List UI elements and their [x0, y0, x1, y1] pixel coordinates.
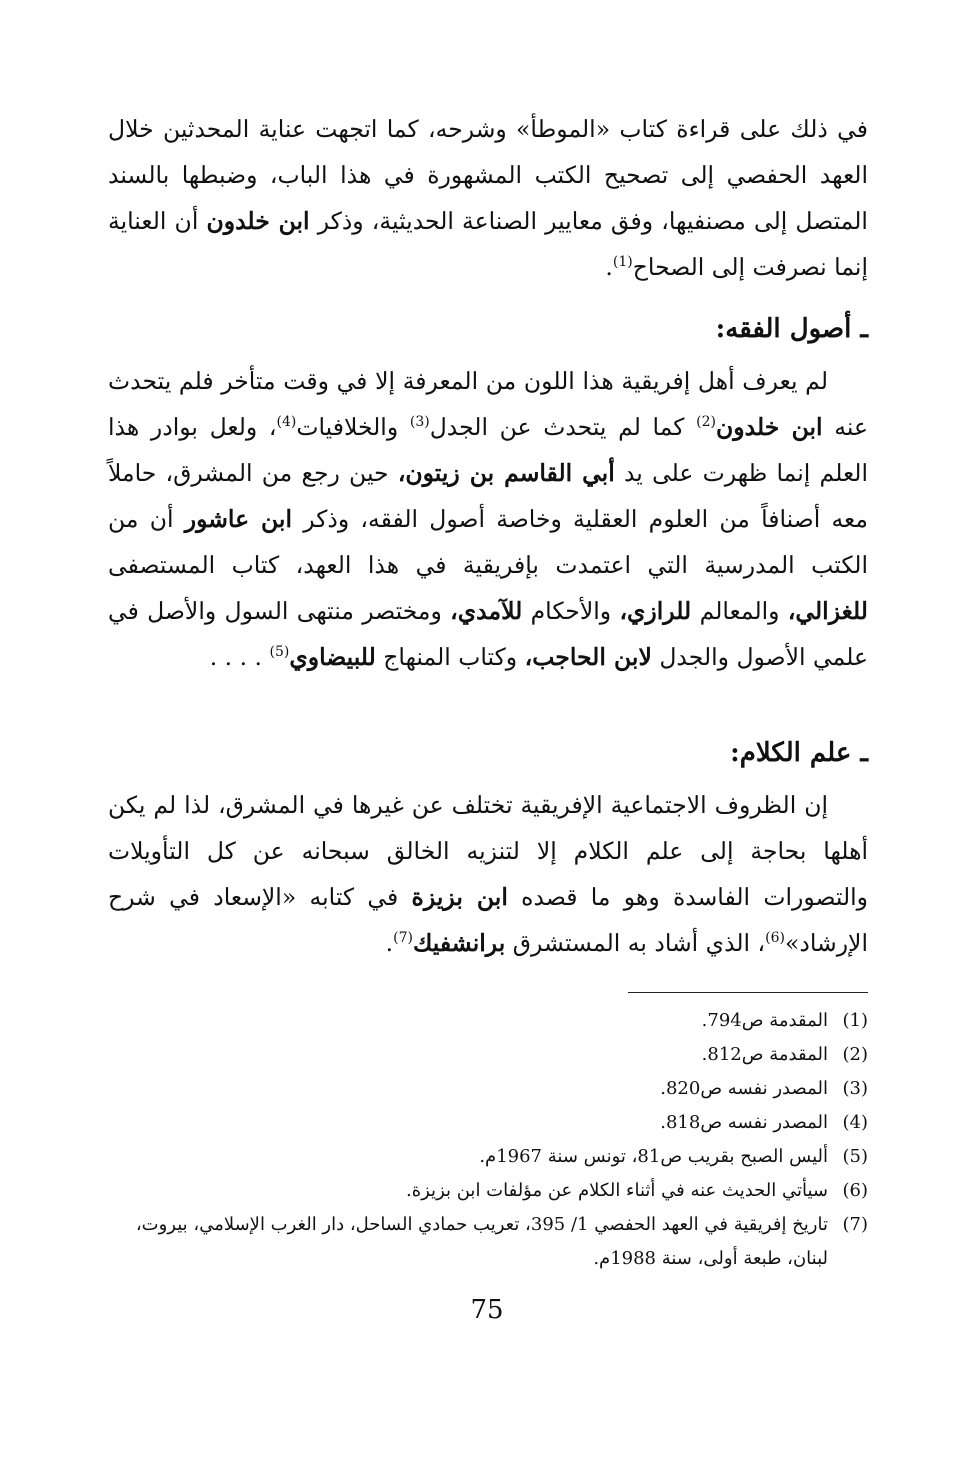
footnote-number: (6): [842, 1180, 868, 1201]
footnote-number: (7): [842, 1214, 868, 1235]
bold-name: للآمدي،: [450, 597, 523, 625]
paragraph-text: .: [605, 253, 613, 281]
footnote-text: المصدر نفسه ص820.: [660, 1078, 828, 1099]
footnote-text: سيأتي الحديث عنه في أثناء الكلام عن مؤلفات ابن بزيزة.: [405, 1180, 828, 1201]
paragraph-text: .: [385, 929, 394, 957]
footnote-item: [108, 1072, 868, 1106]
footnote-ref: (2): [696, 414, 717, 431]
paragraph-text: والأحكام: [530, 597, 612, 625]
paragraph-text: في ذلك على قراءة كتاب «الموطأ» وشرحه، كما اتجهت عناية المحدثين خلال العهد الحفصي إلى تصحيح الكتب المشهورة في هذا الباب، وضبطها بالسند المتصل إلى مصنفيها، وفق معايير الصناعة الحديثية، وذكر: [108, 115, 868, 235]
footnote-divider: [628, 992, 868, 993]
section-heading-usul: ـ أصول الفقه:: [715, 314, 868, 344]
bold-name: ابن عاشور: [184, 505, 292, 533]
paragraph-text: أن من الكتب المدرسية التي اعتمدت بإفريقية في هذا العهد، كتاب المستصفى: [108, 505, 868, 579]
page-number: 75: [470, 1295, 504, 1325]
section-heading-kalam: ـ علم الكلام:: [730, 738, 868, 768]
footnote-text: تاريخ إفريقية في العهد الحفصي 1/ 395، تعريب حمادي الساحل، دار الغرب الإسلامي، بيروت، لبنان، طبعة أولى، سنة 1988م.: [135, 1214, 828, 1269]
paragraph-text: لم يعرف أهل إفريقية هذا اللون من المعرفة إلا في وقت متأخر فلم يتحدث عنه: [108, 367, 868, 441]
bold-name: أبي القاسم بن زيتون،: [397, 459, 615, 487]
footnote-ref: (5): [269, 644, 290, 661]
paragraph-text: ، الذي أشاد به المستشرق: [512, 929, 766, 957]
footnote-item: [108, 1208, 868, 1276]
footnotes-list: [108, 1004, 868, 1276]
paragraph-text: ومختصر منتهى السول والأصل في علمي الأصول والجدل: [108, 597, 868, 671]
bold-name: لابن الحاجب،: [524, 643, 652, 671]
footnote-ref: (1): [612, 254, 633, 271]
bold-name: ابن خلدون: [206, 207, 310, 235]
footnote-item: [108, 1140, 868, 1174]
paragraph-text: وكتاب المنهاج: [383, 643, 518, 671]
footnote-item: [108, 1174, 868, 1208]
paragraph-text: أن العناية إنما نصرفت إلى الصحاح: [108, 207, 868, 281]
bold-name: ابن بزيزة: [411, 883, 508, 911]
paragraph-intro: [108, 106, 868, 290]
footnote-item: [108, 1106, 868, 1140]
footnote-number: (1): [842, 1010, 868, 1031]
bold-name: للرازي،: [619, 597, 692, 625]
paragraph-text: إن الظروف الاجتماعية الإفريقية تختلف عن غيرها في المشرق، لذا لم يكن أهلها بحاجة إلى علم الكلام إلا لتنزيه الخالق سبحانه عن كل التأويلات والتصورات الفاسدة وهو ما قصده: [108, 791, 868, 911]
paragraph-text: ، ولعل بوادر هذا العلم إنما ظهرت على يد: [108, 413, 868, 487]
footnote-number: (5): [842, 1146, 868, 1167]
footnote-number: (3): [842, 1078, 868, 1099]
footnote-ref: (6): [765, 930, 786, 947]
footnote-item: [108, 1004, 868, 1038]
bold-name: ابن خلدون: [716, 413, 823, 441]
bold-name: للغزالي،: [787, 597, 868, 625]
bold-name: برانشفيك: [412, 929, 506, 957]
footnote-text: المقدمة ص812.: [701, 1044, 828, 1065]
paragraph-kalam: [108, 782, 868, 966]
paragraph-text: والخلافيات: [296, 413, 399, 441]
paragraph-text: كما لم يتحدث عن الجدل: [429, 413, 685, 441]
paragraph-text: حين رجع من المشرق، حاملاً معه أصنافاً من العلوم العقلية وخاصة أصول الفقه، وذكر: [108, 459, 868, 533]
footnote-text: المصدر نفسه ص818.: [660, 1112, 828, 1133]
footnote-text: أليس الصبح بقريب ص81، تونس سنة 1967م.: [479, 1146, 828, 1167]
footnote-item: [108, 1038, 868, 1072]
footnote-ref: (4): [276, 414, 297, 431]
footnote-text: المقدمة ص794.: [701, 1010, 828, 1031]
paragraph-text: في كتابه «الإسعاد في شرح الإرشاد»: [108, 883, 868, 957]
footnote-ref: (7): [393, 930, 413, 947]
footnote-number: (2): [842, 1044, 868, 1065]
paragraph-text: والمعالم: [699, 597, 780, 625]
paragraph-usul: [108, 358, 868, 680]
footnote-number: (4): [842, 1112, 868, 1133]
bold-name: للبيضاوي: [289, 643, 376, 671]
paragraph-text: . . . .: [209, 643, 262, 671]
footnote-ref: (3): [409, 414, 430, 431]
